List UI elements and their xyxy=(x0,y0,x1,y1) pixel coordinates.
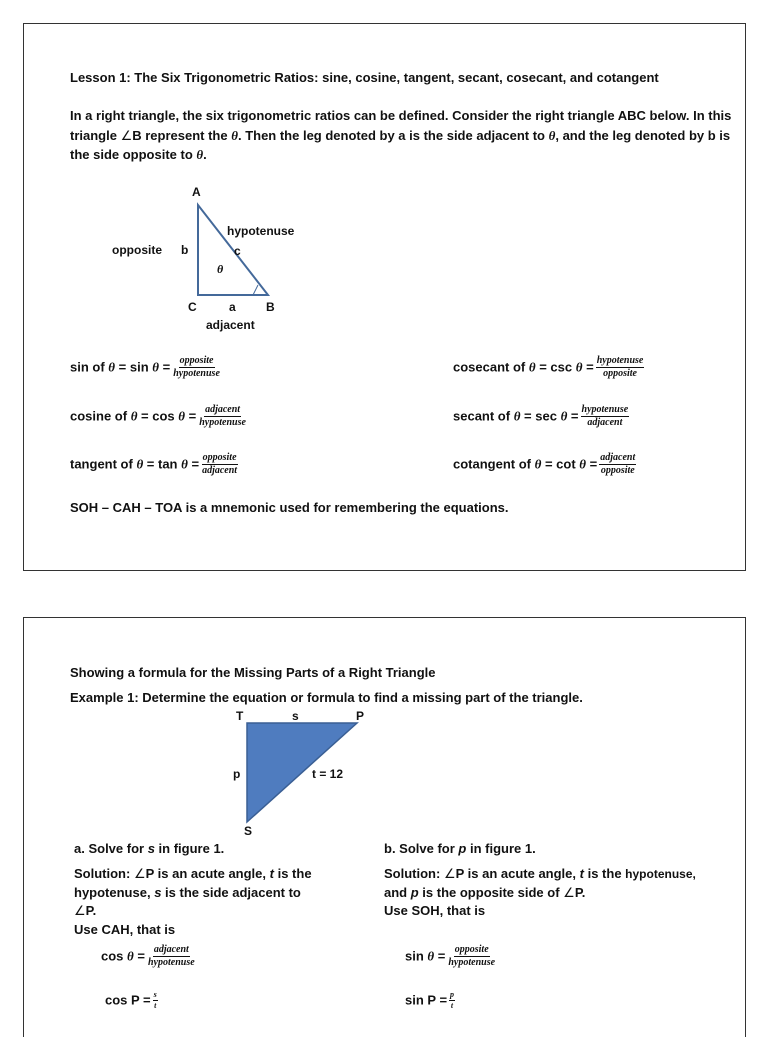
vertex-a-label: A xyxy=(192,185,201,199)
vertex-s-label: S xyxy=(244,824,253,838)
cosine-formula: cosine of θ = cos θ = $\frac{\text{adjacent}}{\text{hypotenuse}}$ xyxy=(70,404,246,428)
side-s-label: s xyxy=(292,709,299,723)
mnemonic-text: SOH – CAH – TOA is a mnemonic used for remembering the equations. xyxy=(70,500,509,515)
part-a-heading: a. Solve for s in figure 1. xyxy=(74,841,225,856)
vertex-t-label: T xyxy=(236,709,244,723)
adjacent-label: adjacent xyxy=(206,318,255,332)
intro-paragraph: In a right triangle, the six trigonometric ratios can be defined. Consider the right triangle ABC below. In this triangle ∠B represent the θ. Then the leg denoted by a is the side adjacent to θ, and the leg denoted by b is the side opposite to θ. xyxy=(70,108,732,162)
section2-title: Showing a formula for the Missing Parts of a Right Triangle xyxy=(70,665,436,680)
side-a-label: a xyxy=(229,300,236,314)
opposite-label: opposite xyxy=(112,243,162,257)
lesson-title: Lesson 1: The Six Trigonometric Ratios: sine, cosine, tangent, secant, cosecant, and cotangent xyxy=(70,70,659,85)
tangent-formula: tangent of θ = tan θ = $\frac{\text{opposite}}{\text{adjacent}}$ xyxy=(70,452,238,476)
part-a-equation-2: cos P = $\frac{s}{t}$ xyxy=(105,990,157,1010)
example-text: Example 1: Determine the equation or formula to find a missing part of the triangle. xyxy=(70,690,583,705)
part-a-equation-1: cos θ = $\frac{\text{adjacent}}{\text{hypotenuse}}$ xyxy=(101,944,195,968)
secant-formula: secant of θ = sec θ = $\frac{\text{hypotenuse}}{\text{adjacent}}$ xyxy=(453,404,629,428)
side-t-label: t = 12 xyxy=(312,767,344,781)
vertex-b-label: B xyxy=(266,300,275,314)
cotangent-formula: cotangent of θ = cot θ = $\frac{\text{adjacent}}{\text{opposite}}$ xyxy=(453,452,636,476)
side-c-label: c xyxy=(234,244,241,258)
part-b-heading: b. Solve for p in figure 1. xyxy=(384,841,536,856)
side-p-label: p xyxy=(233,767,241,781)
part-a-solution: Solution: ∠P is an acute angle, t is the hypotenuse, s is the side adjacent to ∠P. Use CAH, that is xyxy=(74,866,312,937)
part-b-solution: Solution: ∠P is an acute angle, t is the hypotenuse, and p is the opposite side of ∠P. Use SOH, that is xyxy=(384,866,696,918)
vertex-c-label: C xyxy=(188,300,197,314)
vertex-p-label: P xyxy=(356,709,365,723)
cosecant-formula: cosecant of θ = csc θ = $\frac{\text{hypotenuse}}{\text{opposite}}$ xyxy=(453,355,644,379)
part-b-equation-1: sin θ = $\frac{\text{opposite}}{\text{hypotenuse}}$ xyxy=(405,944,496,968)
side-b-label: b xyxy=(181,243,189,257)
part-b-equation-2: sin P = $\frac{p}{t}$ xyxy=(405,990,455,1010)
hypotenuse-label: hypotenuse xyxy=(227,224,295,238)
theta-label: θ xyxy=(217,262,224,276)
sine-formula: sin of θ = sin θ = $\frac{\text{opposite}}{\text{hypotenuse}}$ xyxy=(70,355,220,379)
